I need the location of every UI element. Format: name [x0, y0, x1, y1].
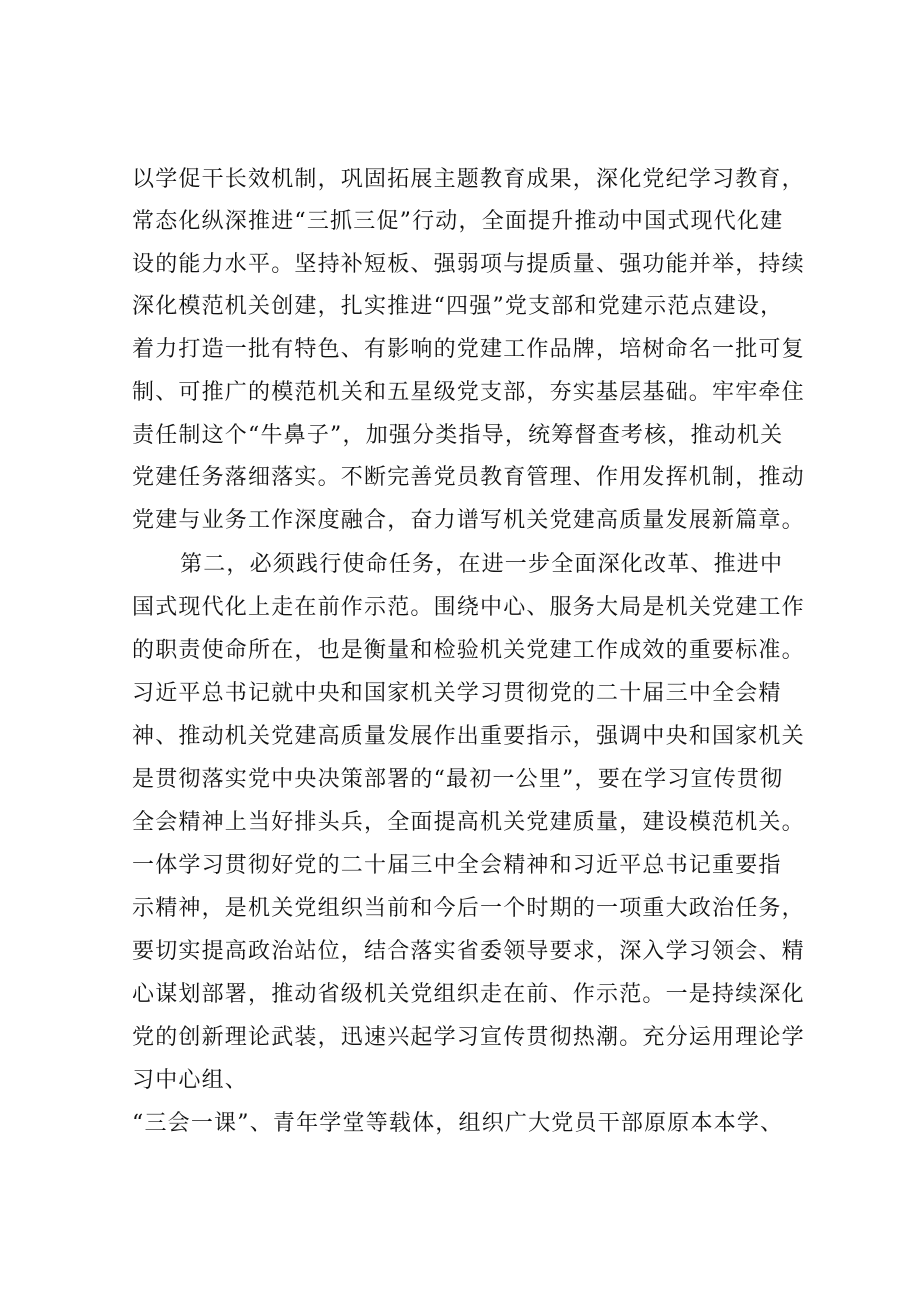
text-line: 党建与业务工作深度融合，奋力谱写机关党建高质量发展新篇章。: [132, 508, 805, 533]
text-line: 习近平总书记就中央和国家机关学习贯彻党的二十届三中全会精: [132, 681, 782, 706]
paragraph-first-line: 第二，必须践行使命任务，在进一步全面深化改革、推进中: [180, 552, 784, 577]
text-line: 以学促干长效机制，巩固拓展主题教育成果，深化党纪学习教育，: [132, 167, 805, 192]
text-line: 神、推动机关党建高质量发展作出重要指示，强调中央和国家机关: [132, 724, 805, 749]
text-line: 党建任务落细落实。不断完善党员教育管理、作用发挥机制，推动: [132, 465, 805, 490]
text-line: 国式现代化上走在前作示范。围绕中心、服务大局是机关党建工作: [132, 595, 805, 620]
text-line: 深化模范机关创建，扎实推进“四强”党支部和党建示范点建设，: [132, 294, 784, 319]
text-line: 全会精神上当好排头兵，全面提高机关党建质量，建设模范机关。: [132, 810, 805, 835]
text-line: 常态化纵深推进“三抓三促”行动，全面提升推动中国式现代化建: [132, 209, 784, 234]
text-line: “三会一课”、青年学堂等载体，组织广大党员干部原原本本学、: [132, 1111, 784, 1136]
text-line: 心谋划部署，推动省级机关党组织走在前、作示范。一是持续深化: [132, 982, 805, 1007]
text-line: 着力打造一批有特色、有影响的党建工作品牌，培树命名一批可复: [132, 337, 805, 362]
text-line: 是贯彻落实党中央决策部署的“最初一公里”，要在学习宣传贯彻: [132, 767, 784, 792]
text-line: 要切实提高政治站位，结合落实省委领导要求，深入学习领会、精: [132, 939, 805, 964]
text-line: 示精神，是机关党组织当前和今后一个时期的一项重大政治任务，: [132, 896, 805, 921]
text-line: 的职责使命所在，也是衡量和检验机关党建工作成效的重要标准。: [132, 638, 805, 663]
text-line: 党的创新理论武装，迅速兴起学习宣传贯彻热潮。充分运用理论学: [132, 1025, 805, 1050]
text-line: 责任制这个“牛鼻子”，加强分类指导，统筹督查考核，推动机关: [132, 423, 784, 448]
text-line: 习中心组、: [132, 1068, 249, 1093]
text-line: 一体学习贯彻好党的二十届三中全会精神和习近平总书记重要指: [132, 853, 782, 878]
text-line: 设的能力水平。坚持补短板、强弱项与提质量、强功能并举，持续: [132, 252, 805, 277]
text-line: 制、可推广的模范机关和五星级党支部，夯实基层基础。牢牢牵住: [132, 380, 805, 405]
